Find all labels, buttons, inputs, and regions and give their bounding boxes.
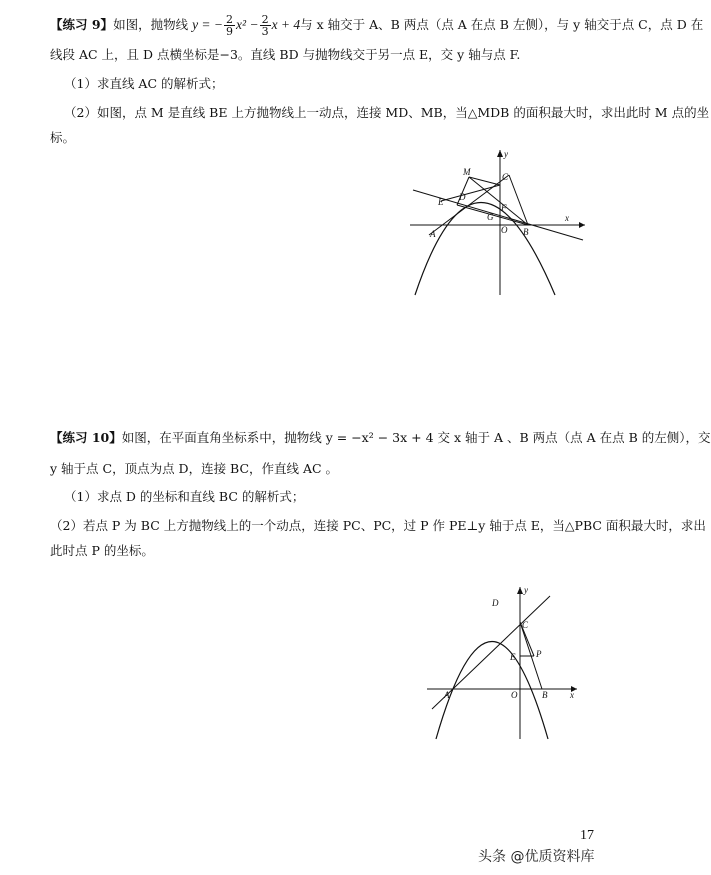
ex9-frac2: $\frac{2}{3}$ bbox=[261, 13, 269, 38]
ex10-line2: y 轴于点 C，顶点为点 D，连接 BC，作直线 AC 。 bbox=[50, 461, 339, 476]
ex10-label-B: B bbox=[542, 690, 548, 700]
ex10-question1: （1）求点 D 的坐标和直线 BC 的解析式； bbox=[64, 489, 305, 504]
ex9-label-y: y bbox=[504, 149, 508, 159]
ex9-question2: （2）如图，点 M 是直线 BE 上方抛物线上一动点，连接 MD、MB，当△MDB 的面积最大时，求出此时 M 点的坐 bbox=[64, 105, 710, 120]
ex10-question2: （2）若点 P 为 BC 上方抛物线上的一个动点，连接 PC、PC，过 P 作 PE⊥y 轴于点 E，当△PBC 面积最大时，求出 bbox=[50, 518, 706, 533]
ex9-question1: （1）求直线 AC 的解析式； bbox=[64, 76, 224, 91]
ex10-label-C: C bbox=[522, 620, 529, 630]
page-number: 17 bbox=[580, 828, 594, 843]
ex9-intro-rest: 与 x 轴交于 A、B 两点（点 A 在点 B 左侧），与 y 轴交于点 C，点 D 在 bbox=[300, 17, 704, 32]
ex9-eq-end: x + 4 bbox=[271, 17, 301, 32]
ex9-label-F: F bbox=[501, 203, 507, 213]
ex9-label-O: O bbox=[501, 225, 508, 235]
ex9-figure bbox=[405, 145, 590, 300]
ex10-intro: 如图，在平面直角坐标系中，抛物线 y = −x² − 3x + 4 交 x 轴于 A 、B 两点（点 A 在点 B 的左侧），交 bbox=[121, 430, 711, 445]
watermark: 头条 @优质资料库 bbox=[478, 849, 595, 865]
ex9-label-G: G bbox=[487, 212, 494, 222]
ex9-label-M: M bbox=[463, 167, 471, 177]
ex9-question2-cont: 标。 bbox=[50, 130, 76, 145]
ex9-label-E: E bbox=[438, 197, 444, 207]
ex10-line1 bbox=[50, 429, 711, 447]
ex9-tag: 【练习 9】 bbox=[50, 17, 114, 32]
ex9-label-x: x bbox=[565, 213, 569, 223]
ex9-label-C: C bbox=[502, 172, 509, 182]
ex9-label-B: B bbox=[523, 227, 529, 237]
ex9-eq-mid: x² − bbox=[236, 17, 259, 32]
ex9-line2: 线段 AC 上，且 D 点横坐标是−3。直线 BD 与抛物线交于另一点 E，交 y 轴与点 F. bbox=[50, 47, 521, 62]
ex10-label-P: P bbox=[536, 649, 542, 659]
ex10-label-O: O bbox=[511, 690, 518, 700]
ex10-tag: 【练习 10】 bbox=[50, 430, 122, 445]
ex10-label-y: y bbox=[524, 585, 528, 595]
ex9-label-D: D bbox=[459, 192, 466, 202]
ex9-eq-y: y = − bbox=[192, 17, 224, 32]
ex9-frac1: $\frac{2}{9}$ bbox=[226, 13, 234, 38]
ex10-label-D: D bbox=[492, 598, 499, 608]
ex10-figure bbox=[422, 584, 582, 744]
ex10-question2-cont: 此时点 P 的坐标。 bbox=[50, 543, 154, 558]
ex10-label-A: A bbox=[444, 690, 450, 700]
ex9-line1 bbox=[50, 13, 704, 38]
ex10-label-x: x bbox=[570, 690, 574, 700]
ex9-label-A: A bbox=[430, 229, 436, 239]
ex9-intro: 如图，抛物线 bbox=[113, 17, 189, 32]
ex10-label-E: E bbox=[510, 652, 516, 662]
